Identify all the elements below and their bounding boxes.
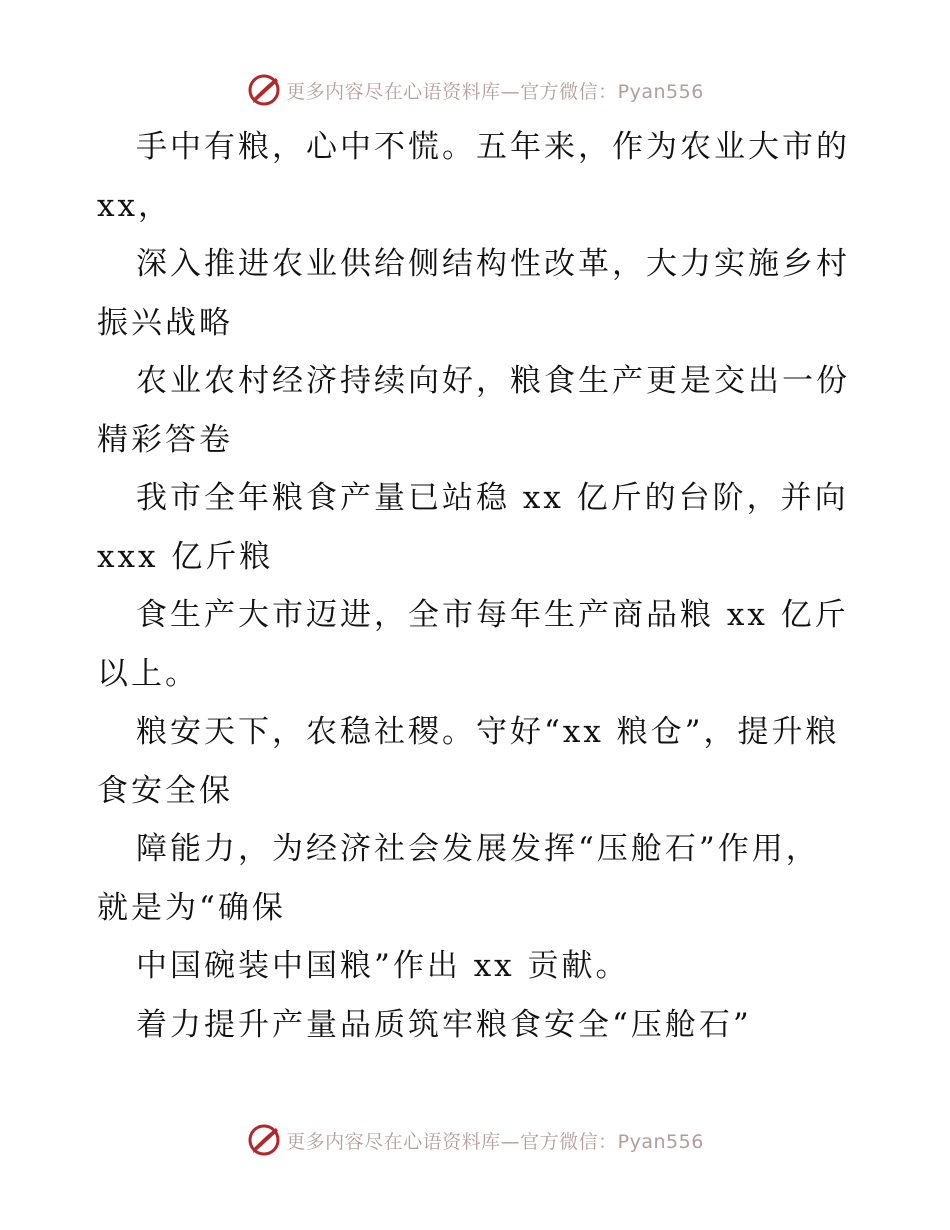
footer-banner-text: 更多内容尽在心语资料库—官方微信：Pyan556 (286, 1130, 704, 1153)
paragraph: 中国碗装中国粮”作出 xx 贡献。 (136, 948, 630, 984)
pen-seal-logo-icon (246, 72, 282, 108)
paragraph: 深入推进农业供给侧结构性改革，大力实施乡村振兴战略 (97, 246, 850, 341)
footer-banner (0, 1120, 950, 1160)
paragraph: 着力提升产量品质筑牢粮食安全“压舱石” (136, 1006, 752, 1043)
document-body (97, 118, 853, 1054)
paragraph: 食生产大市迈进，全市每年生产商品粮 xx 亿斤以上。 (97, 597, 849, 692)
header-banner-text: 更多内容尽在心语资料库—官方微信：Pyan556 (286, 80, 704, 103)
paragraph: 手中有粮，心中不慌。五年来，作为农业大市的xx， (97, 129, 850, 224)
header-banner (0, 70, 950, 110)
paragraph: 粮安天下，农稳社稷。守好“xx 粮仓”，提升粮食安全保 (97, 714, 840, 809)
paragraph: 农业农村经济持续向好，粮食生产更是交出一份精彩答卷 (97, 363, 850, 458)
paragraph: 障能力，为经济社会发展发挥“压舱石”作用，就是为“确保 (97, 831, 820, 926)
pen-seal-logo-icon (246, 1122, 282, 1158)
paragraph: 我市全年粮食产量已站稳 xx 亿斤的台阶，并向 xxx 亿斤粮 (97, 480, 849, 575)
